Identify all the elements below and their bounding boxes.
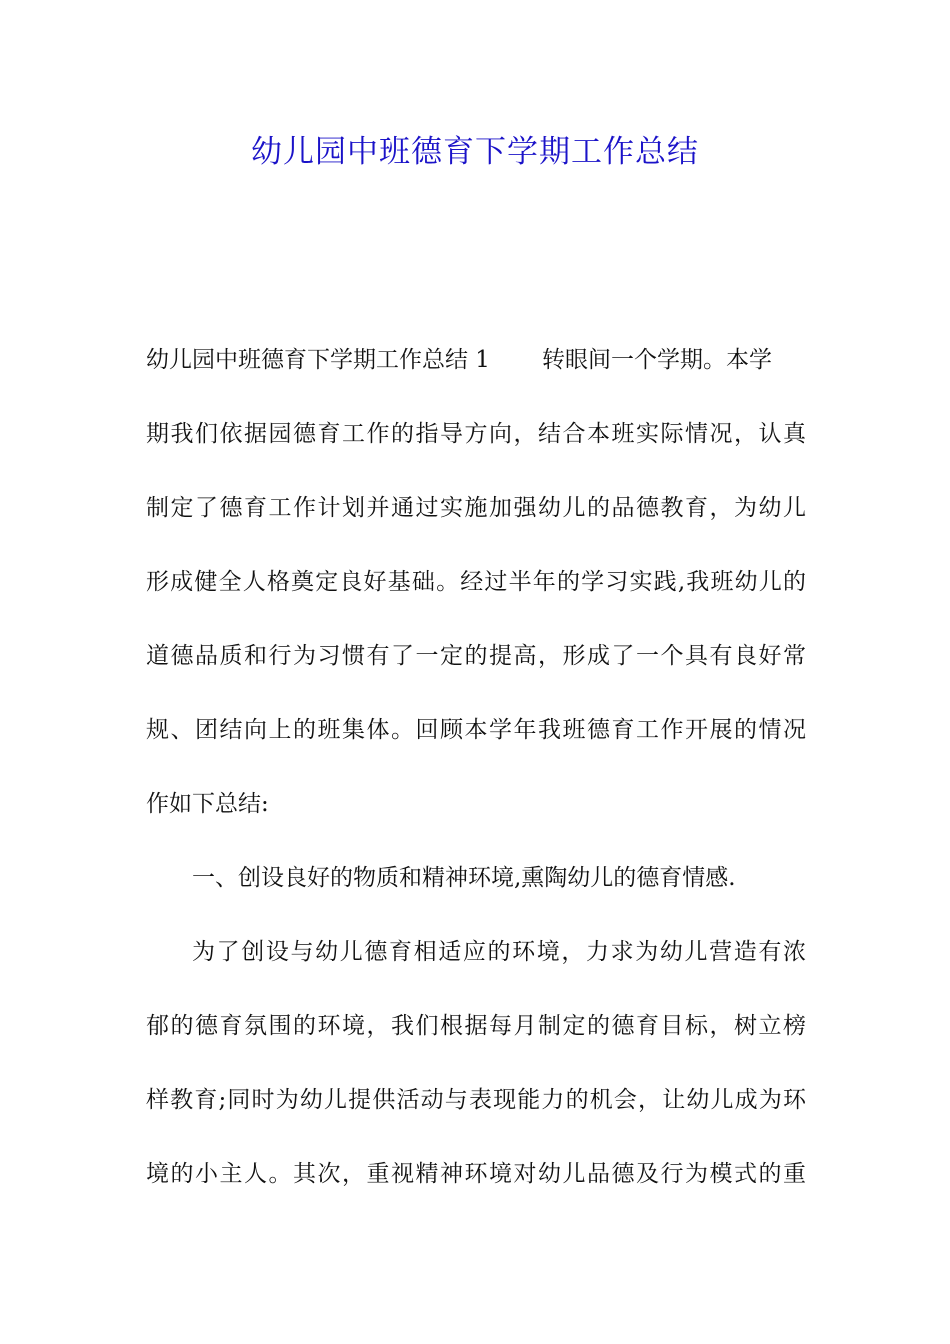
paragraph-line: 规、团结向上的班集体。回顾本学年我班德育工作开展的情况	[146, 717, 806, 743]
paragraph-line	[146, 336, 806, 410]
subheading-line: 一、创设良好的物质和精神环境,熏陶幼儿的德育情感.	[192, 865, 736, 891]
paragraph-line: 境的小主人。其次，重视精神环境对幼儿品德及行为模式的重	[146, 1161, 806, 1187]
paragraph-line: 制定了德育工作计划并通过实施加强幼儿的品德教育，为幼儿	[146, 495, 806, 521]
paragraph-line: 郁的德育氛围的环境，我们根据每月制定的德育目标，树立榜	[146, 1013, 806, 1039]
paragraph-text: 转眼间一个学期。本学	[541, 347, 772, 373]
paragraph-line: 道德品质和行为习惯有了一定的提高，形成了一个具有良好常	[146, 643, 806, 669]
paragraph-line: 期我们依据园德育工作的指导方向，结合本班实际情况，认真	[146, 421, 806, 447]
document-body	[146, 336, 806, 1224]
paragraph-line: 作如下总结:	[146, 791, 269, 817]
document-title: 幼儿园中班德育下学期工作总结	[251, 134, 699, 170]
paragraph-line: 样教育;同时为幼儿提供活动与表现能力的机会，让幼儿成为环	[146, 1087, 806, 1113]
section-heading: 幼儿园中班德育下学期工作总结 1	[146, 347, 490, 373]
paragraph-line: 形成健全人格奠定良好基础。经过半年的学习实践,我班幼儿的	[146, 569, 806, 595]
paragraph-line: 为了创设与幼儿德育相适应的环境，力求为幼儿营造有浓	[192, 939, 806, 965]
